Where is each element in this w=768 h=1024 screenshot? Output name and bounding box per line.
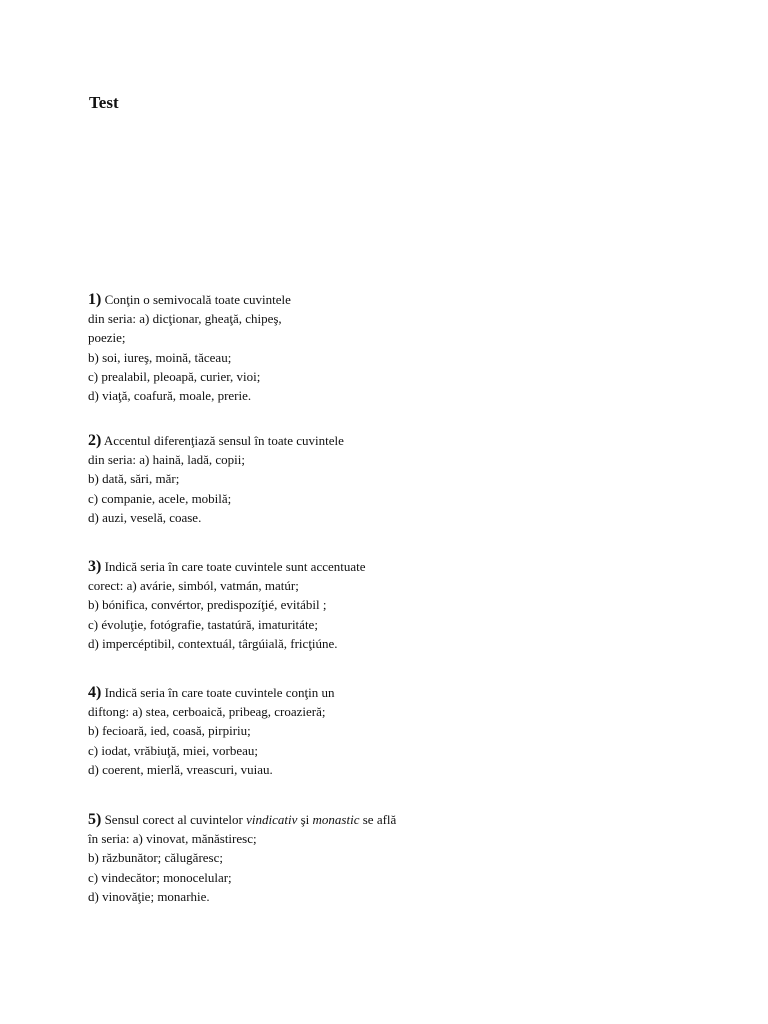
question-text: Conţin o semivocală toate cuvintele (104, 292, 291, 307)
question-number: 3) (88, 558, 102, 575)
answer-option-c: c) companie, acele, mobilă; (88, 490, 232, 506)
question-text: Indică seria în care toate cuvintele sunt accentuate (104, 559, 366, 574)
answer-option-d: d) impercéptibil, contextuál, târgúială, fricţiúne. (88, 635, 338, 651)
question-number: 2) (88, 432, 102, 449)
answer-option-c: c) évoluţie, fotógrafie, tastatúră, imaturitáte; (88, 616, 318, 632)
question-prompt-line (88, 683, 335, 702)
answer-option-b: b) răzbunător; călugăresc; (88, 850, 223, 866)
question-3 (88, 557, 366, 653)
question-number: 1) (88, 291, 102, 308)
question-line: corect: a) avárie, simból, vatmán, matúr; (88, 578, 299, 594)
question-5 (88, 810, 396, 906)
question-number: 4) (88, 684, 102, 701)
answer-option-d: d) auzi, veselă, coase. (88, 509, 202, 525)
document-title: Test (89, 93, 119, 112)
question-line: din seria: a) haină, ladă, copii; (88, 452, 246, 468)
question-line: în seria: a) vinovat, mănăstiresc; (88, 831, 257, 847)
answer-option-d: d) vinovăţie; monarhie. (88, 888, 210, 904)
question-text: se află (359, 812, 397, 827)
question-line: diftong: a) stea, cerboaică, pribeag, croazieră; (88, 704, 326, 720)
question-text: Indică seria în care toate cuvintele conţin un (104, 685, 335, 700)
question-text: Sensul corect al cuvintelor (104, 812, 247, 827)
question-prompt-line (88, 810, 396, 829)
question-2 (88, 431, 344, 527)
answer-option-b: b) fecioară, ied, coasă, pirpiriu; (88, 723, 251, 739)
question-4 (88, 683, 335, 779)
answer-option-b: b) dată, sări, măr; (88, 471, 180, 487)
question-prompt-line (88, 290, 291, 309)
answer-option-b: b) bónifica, convértor, predispozíţié, evitábil ; (88, 597, 327, 613)
question-prompt-line (88, 431, 344, 450)
answer-option-c: c) prealabil, pleoapă, curier, vioi; (88, 368, 261, 384)
question-line: din seria: a) dicţionar, gheaţă, chipeş, (88, 311, 282, 327)
question-prompt-line (88, 557, 366, 576)
italic-term: monastic (312, 812, 360, 827)
answer-option-c: c) vindecător; monocelular; (88, 869, 232, 885)
answer-option-d: d) viaţă, coafură, moale, prerie. (88, 388, 252, 404)
answer-option-b: b) soi, iureş, moină, tăceau; (88, 349, 232, 365)
question-text: Accentul diferenţiază sensul în toate cuvintele (103, 433, 344, 448)
question-line: poezie; (88, 330, 126, 346)
answer-option-d: d) coerent, mierlă, vreascuri, vuiau. (88, 761, 273, 777)
answer-option-c: c) iodat, vrăbiuţă, miei, vorbeau; (88, 742, 259, 758)
question-text: şi (297, 812, 313, 827)
question-1 (88, 290, 291, 405)
question-number: 5) (88, 811, 102, 828)
italic-term: vindicativ (246, 812, 298, 827)
